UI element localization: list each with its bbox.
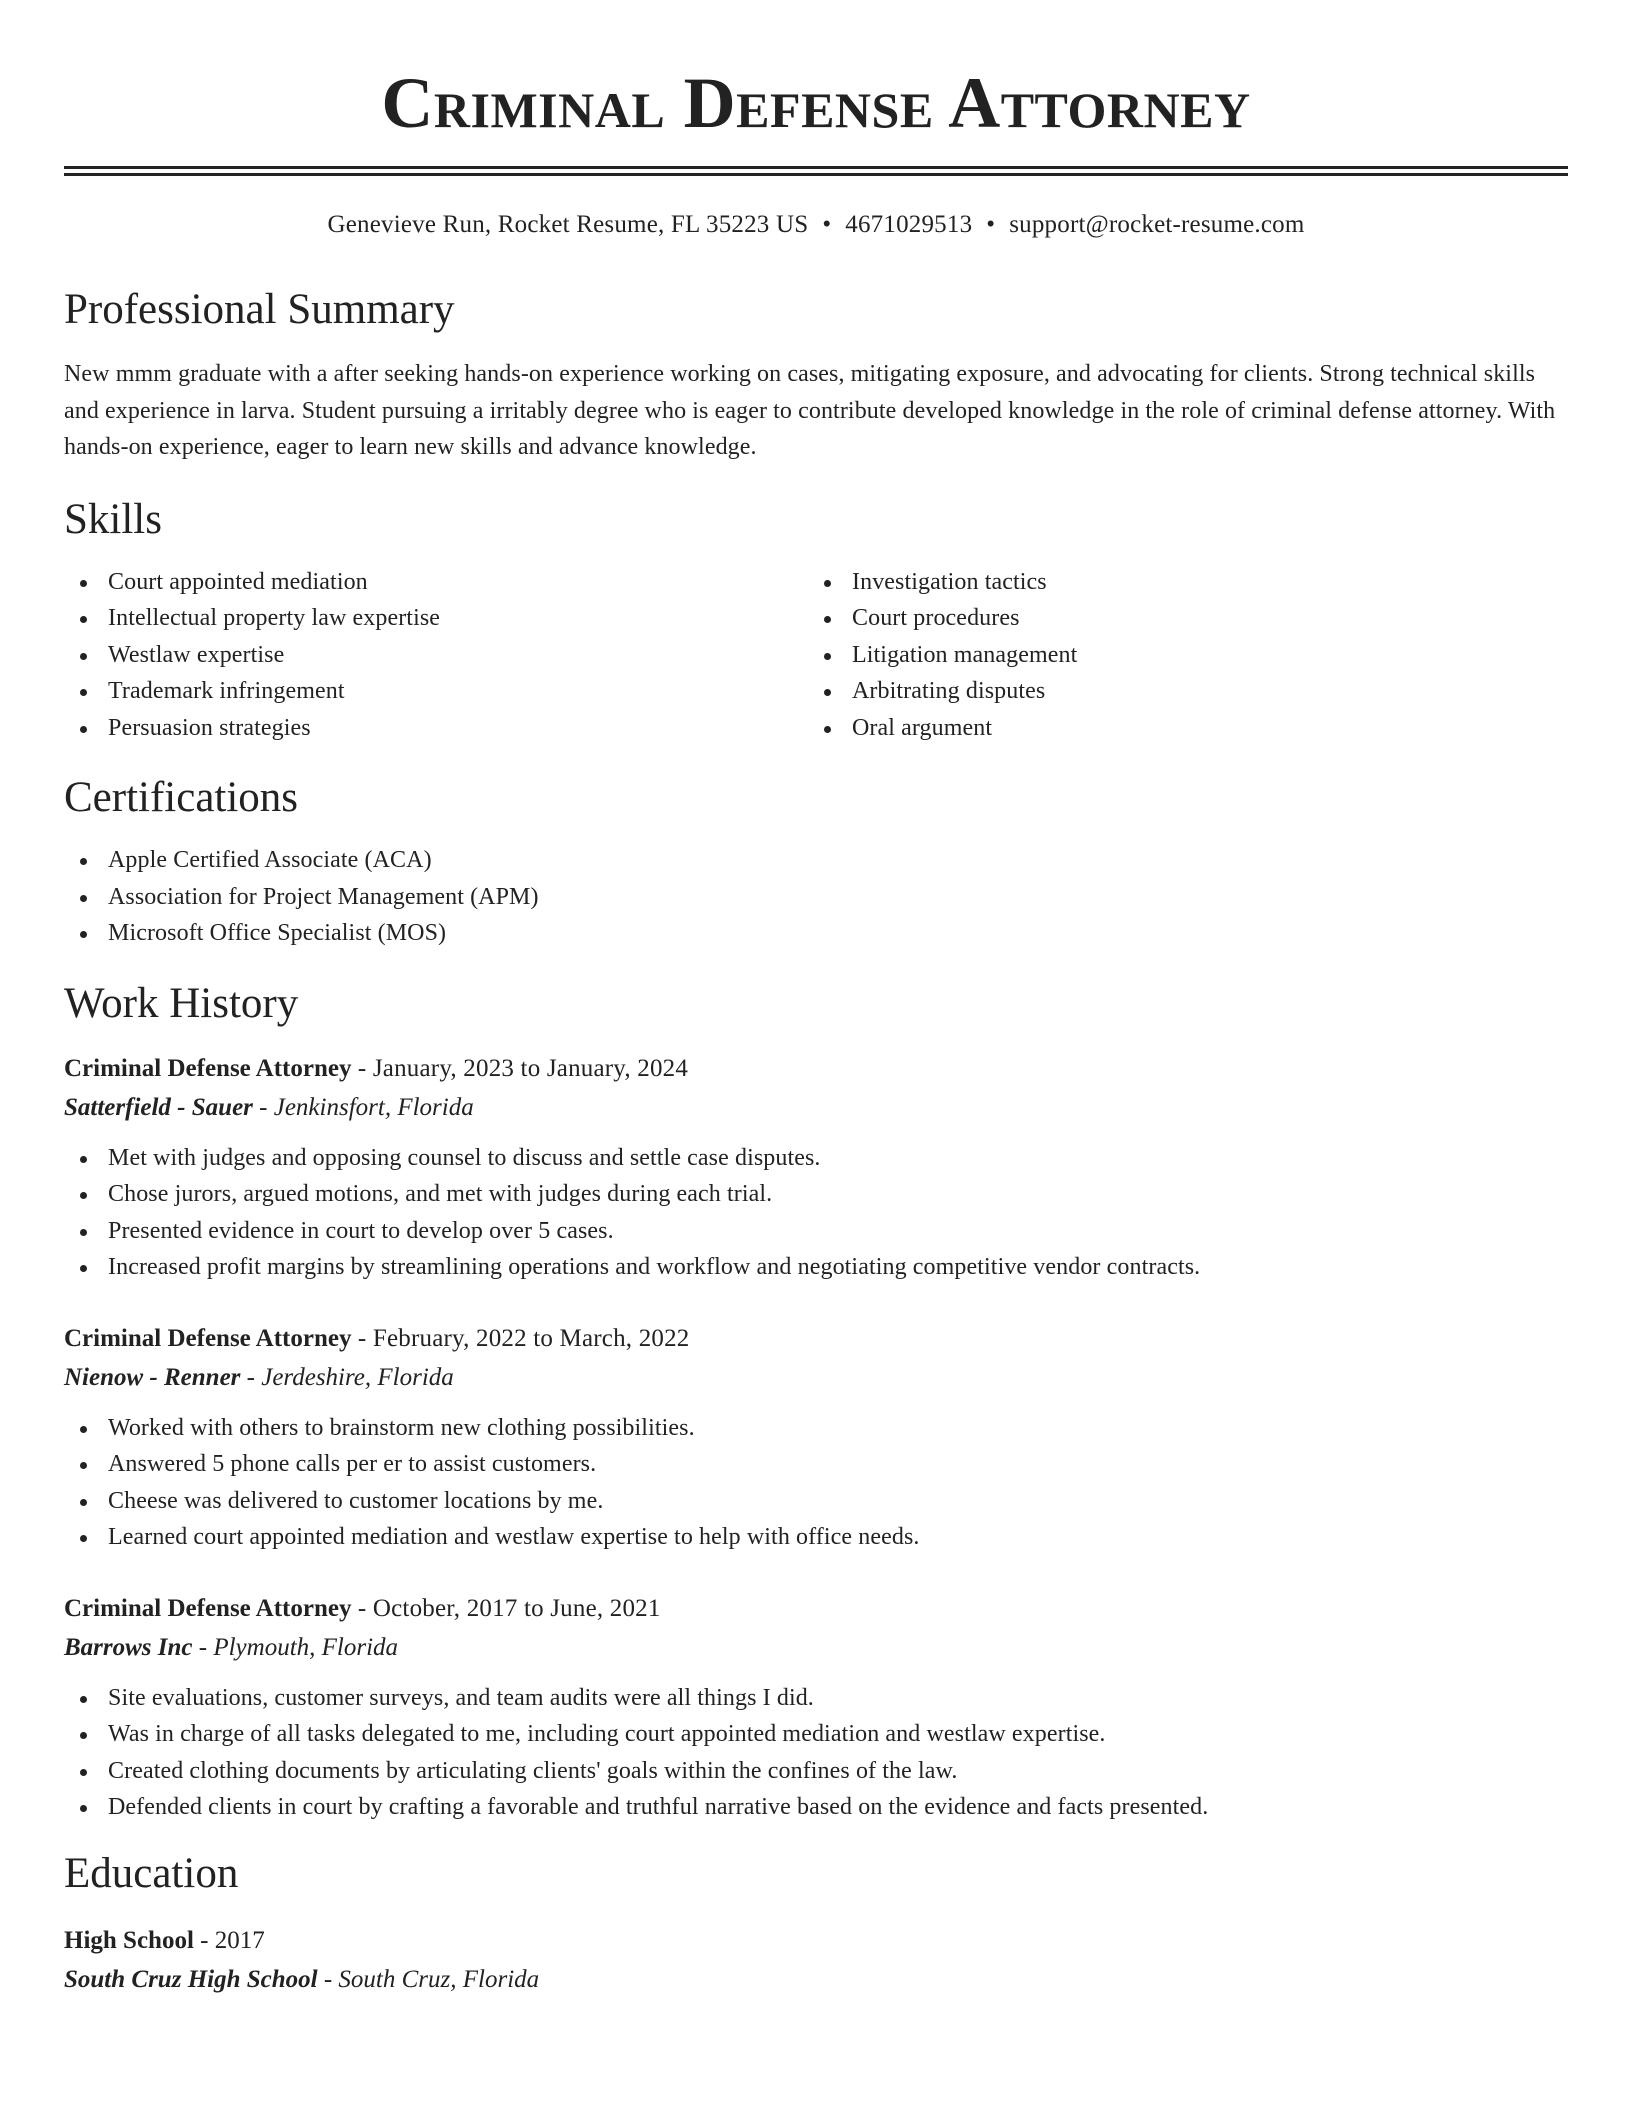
bullet-icon [80,1462,87,1469]
bullet-icon [80,616,87,623]
job-bullet: Increased profit margins by streamlining operations and workflow and negotiating competitive vendor contracts. [64,1249,1568,1286]
skill-item: Trademark infringement [64,673,808,710]
certifications-list [64,842,1568,952]
section-title-summary: Professional Summary [64,286,455,333]
job-location: - Plymouth, Florida [192,1633,399,1661]
skill-item: Intellectual property law expertise [64,600,808,637]
job-title-line [64,1320,1568,1358]
job-role: Criminal Defense Attorney [64,1594,352,1622]
job-bullet: Met with judges and opposing counsel to discuss and settle case disputes. [64,1140,1568,1177]
job-entry [64,1320,1568,1556]
bullet-icon [80,1696,87,1703]
section-title-work-history: Work History [64,979,299,1027]
job-dates: - October, 2017 to June, 2021 [351,1594,661,1622]
contact-separator: • [822,211,832,238]
job-employer: Satterfield - Sauer [64,1093,253,1121]
bullet-icon [80,726,87,733]
job-bullet: Created clothing documents by articulating clients' goals within the confines of the law. [64,1753,1568,1790]
bullet-icon [80,895,87,902]
job-employer: Barrows Inc [64,1633,193,1661]
skill-item: Persuasion strategies [64,710,808,747]
education-degree-line [64,1922,1568,1960]
job-bullet: Worked with others to brainstorm new clothing possibilities. [64,1410,1568,1447]
skill-item: Westlaw expertise [64,637,808,674]
contact-email: support@rocket-resume.com [1009,211,1305,238]
job-bullet: Presented evidence in court to develop over 5 cases. [64,1213,1568,1250]
job-bullet: Defended clients in court by crafting a favorable and truthful narrative based on the evidence and facts presented. [64,1789,1568,1826]
job-title-line [64,1590,1568,1628]
title-double-rule [64,166,1568,176]
certification-item: Apple Certified Associate (ACA) [64,842,1568,879]
contact-address: Genevieve Run, Rocket Resume, FL 35223 US [327,211,809,238]
job-bullet: Answered 5 phone calls per er to assist customers. [64,1446,1568,1483]
bullet-icon [80,1229,87,1236]
job-bullet: Cheese was delivered to customer locations by me. [64,1483,1568,1520]
bullet-icon [80,653,87,660]
bullet-icon [80,1265,87,1272]
skill-item: Oral argument [808,710,1552,747]
bullet-icon [824,653,831,660]
contact-phone: 4671029513 [845,211,973,238]
bullet-icon [80,580,87,587]
section-title-skills: Skills [64,495,162,543]
summary-text: New mmm graduate with a after seeking hands-on experience working on cases, mitigating exposure, and advocating for clients. Strong technical skills and experience in larva. Student pursuing a irritably degree who is eager to contribute developed knowledge in the role of criminal defense attorney. With hands-on experience, eager to learn new skills and advance knowledge. [64,361,1556,460]
job-employer-line [64,1088,1568,1128]
bullet-icon [80,1499,87,1506]
skill-item: Court procedures [808,600,1552,637]
contact-separator: • [986,211,996,238]
bullet-icon [824,580,831,587]
section-title-education: Education [64,1849,239,1897]
job-bullets [64,1410,1568,1556]
education-school: South Cruz High School [64,1965,318,1993]
education-school-line [64,1960,1568,2000]
education-degree: High School [64,1926,194,1954]
bullet-icon [80,1769,87,1776]
job-bullet: Site evaluations, customer surveys, and team audits were all things I did. [64,1680,1568,1717]
skills-column-left [64,564,808,747]
job-entry [64,1590,1568,1826]
skills-grid [64,564,1568,747]
job-bullet: Learned court appointed mediation and westlaw expertise to help with office needs. [64,1519,1568,1556]
job-employer-line [64,1358,1568,1398]
education-year: - 2017 [193,1926,265,1954]
bullet-icon [824,689,831,696]
education-location: - South Cruz, Florida [317,1965,540,1993]
certification-item: Association for Project Management (APM) [64,879,1568,916]
bullet-icon [80,1535,87,1542]
bullet-icon [80,1156,87,1163]
bullet-icon [824,726,831,733]
certification-item: Microsoft Office Specialist (MOS) [64,915,1568,952]
job-bullets [64,1140,1568,1286]
job-bullet: Was in charge of all tasks delegated to me, including court appointed mediation and westlaw expertise. [64,1716,1568,1753]
education-entry [64,1922,1568,2000]
bullet-icon [80,858,87,865]
job-location: - Jenkinsfort, Florida [252,1093,474,1121]
job-dates: - January, 2023 to January, 2024 [351,1054,689,1082]
job-role: Criminal Defense Attorney [64,1054,352,1082]
job-dates: - February, 2022 to March, 2022 [351,1324,690,1352]
job-employer: Nienow - Renner [64,1363,241,1391]
bullet-icon [80,1805,87,1812]
job-title-line [64,1050,1568,1088]
skill-item: Arbitrating disputes [808,673,1552,710]
bullet-icon [80,1426,87,1433]
job-location: - Jerdeshire, Florida [240,1363,454,1391]
resume-title: Criminal Defense Attorney [381,63,1251,143]
job-bullet: Chose jurors, argued motions, and met with judges during each trial. [64,1176,1568,1213]
job-bullets [64,1680,1568,1826]
job-entry [64,1050,1568,1286]
skills-column-right [808,564,1552,747]
skill-item: Court appointed mediation [64,564,808,601]
bullet-icon [824,616,831,623]
bullet-icon [80,689,87,696]
contact-line [64,210,1568,240]
job-employer-line [64,1628,1568,1668]
bullet-icon [80,1732,87,1739]
skill-item: Litigation management [808,637,1552,674]
bullet-icon [80,931,87,938]
bullet-icon [80,1192,87,1199]
job-role: Criminal Defense Attorney [64,1324,352,1352]
skill-item: Investigation tactics [808,564,1552,601]
section-title-certifications: Certifications [64,774,299,821]
